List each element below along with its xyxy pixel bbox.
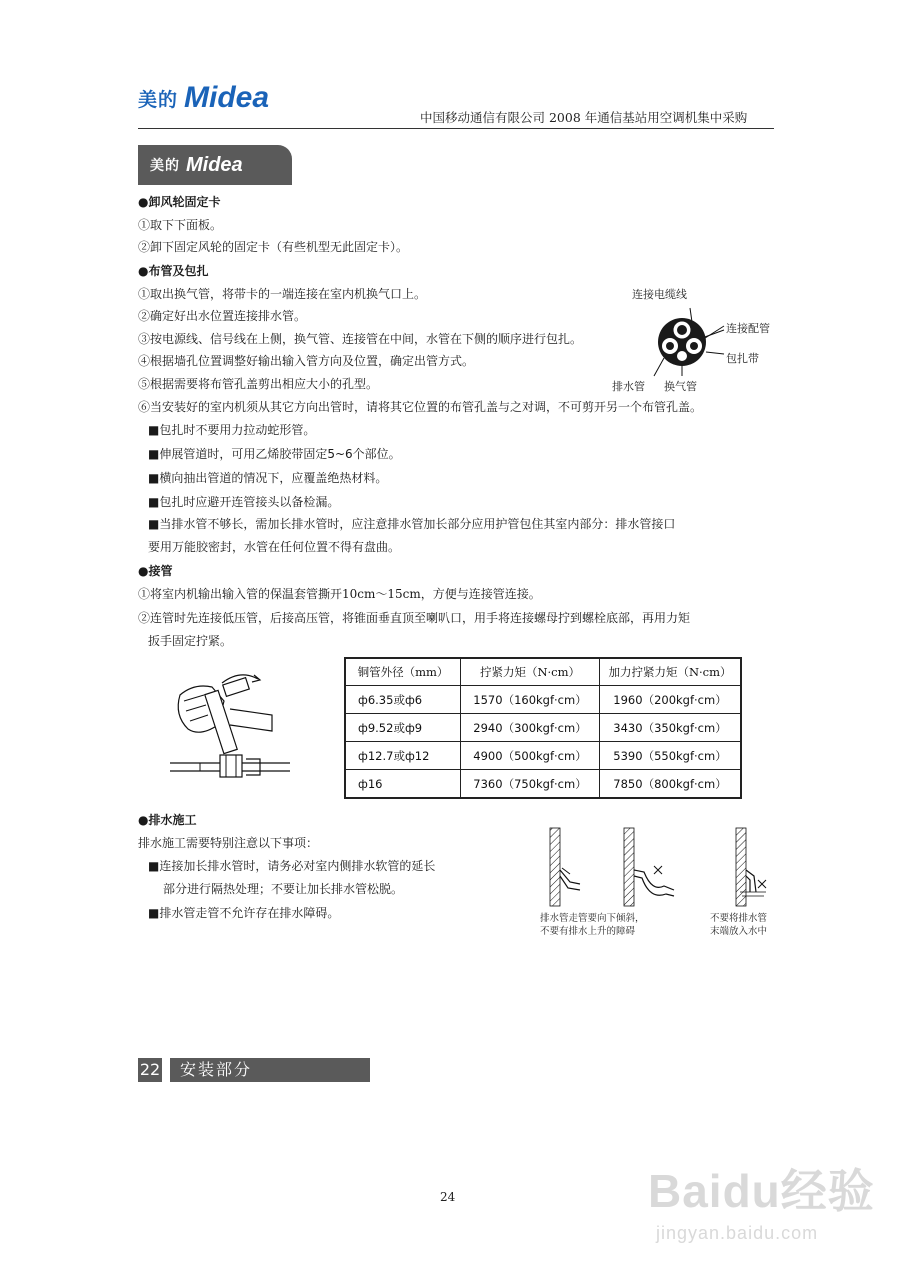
- table-cell: ф9.52或ф9: [345, 714, 461, 742]
- drainage-diagrams: [540, 826, 780, 910]
- drain-caption-left: [540, 912, 645, 938]
- brand-banner: [138, 145, 292, 185]
- step-text: ②确定好出水位置连接排水管。: [138, 309, 307, 323]
- watermark-title: Baidu经验: [648, 1165, 875, 1217]
- table-cell: 7360（750kgf·cm）: [461, 770, 600, 799]
- table-header-cell: 铜管外径（mm）: [345, 658, 461, 686]
- banner-logo-english: Midea: [186, 153, 243, 176]
- drain-caption-right: [710, 912, 767, 938]
- label-connection-cable: 连接电缆线: [632, 288, 687, 301]
- table-cell: 1960（200kgf·cm）: [600, 686, 742, 714]
- step-text: ①将室内机输出输入管的保温套管撕开10cm～15cm，方便与连接管连接。: [138, 587, 541, 601]
- note-text: ■横向抽出管道的情况下，应覆盖绝热材料。: [148, 471, 388, 485]
- table-cell: 5390（550kgf·cm）: [600, 742, 742, 770]
- drain-intro-text: 排水施工需要特别注意以下事项：: [138, 836, 319, 850]
- label-vent-pipe: 换气管: [664, 380, 697, 393]
- table-row: [345, 742, 741, 770]
- section-heading-piping: ●布管及包扎: [138, 264, 209, 278]
- header-divider: [138, 128, 774, 129]
- note-text: ■包扎时不要用力拉动蛇形管。: [148, 423, 316, 437]
- section-number-box: 22: [138, 1058, 162, 1082]
- section-heading-fan-clip: ●卸风轮固定卡: [138, 195, 221, 209]
- step-text: ⑥当安装好的室内机须从其它方向出管时，请将其它位置的布管孔盖与之对调，不可剪开另一个布管孔盖。: [138, 400, 703, 414]
- table-cell: 1570（160kgf·cm）: [461, 686, 600, 714]
- step-text: 扳手固定拧紧。: [148, 634, 233, 648]
- torque-table: [344, 657, 742, 799]
- drain-note-text: 部分进行隔热处理；不要让加长排水管松脱。: [163, 882, 404, 896]
- midea-logo: [138, 78, 269, 118]
- table-header-row: [345, 658, 741, 686]
- baidu-watermark: [648, 1155, 875, 1244]
- step-text: ②卸下固定风轮的固定卡（有些机型无此固定卡）。: [138, 240, 409, 254]
- step-text: ⑤根据需要将布管孔盖剪出相应大小的孔型。: [138, 377, 379, 391]
- pipe-bundle-diagram: [640, 300, 730, 380]
- label-connection-pipe: 连接配管: [726, 322, 770, 335]
- table-cell: ф6.35或ф6: [345, 686, 461, 714]
- label-wrap-tape: 包扎带: [726, 352, 759, 365]
- step-text: ①取下下面板。: [138, 218, 223, 232]
- banner-logo-chinese: 美的: [150, 158, 180, 174]
- logo-english: Midea: [184, 81, 270, 114]
- table-cell: ф12.7或ф12: [345, 742, 461, 770]
- wrench-illustration: [160, 665, 300, 780]
- label-drain-pipe: 排水管: [612, 380, 645, 393]
- watermark-url: jingyan.baidu.com: [656, 1223, 819, 1243]
- caption-line: 排水管走管要向下倾斜，: [540, 913, 645, 924]
- section-title-bar: 安装部分: [170, 1058, 370, 1082]
- note-text: ■包扎时应避开连管接头以备检漏。: [148, 495, 340, 509]
- table-cell: ф16: [345, 770, 461, 799]
- section-heading-connection: ●接管: [138, 564, 173, 578]
- drain-note-text: ■排水管走管不允许存在排水障碍。: [148, 906, 340, 920]
- table-header-cell: 拧紧力矩（N·cm）: [461, 658, 600, 686]
- note-text: 要用万能胶密封，水管在任何位置不得有盘曲。: [148, 540, 401, 554]
- section-heading-drainage: ●排水施工: [138, 813, 197, 827]
- table-cell: 4900（500kgf·cm）: [461, 742, 600, 770]
- caption-line: 末端放入水中: [710, 926, 768, 937]
- table-header-cell: 加力拧紧力矩（N·cm）: [600, 658, 742, 686]
- caption-line: 不要有排水上升的障碍: [540, 926, 636, 937]
- table-cell: 3430（350kgf·cm）: [600, 714, 742, 742]
- caption-line: 不要将排水管: [710, 913, 768, 924]
- table-row: [345, 714, 741, 742]
- step-text: ①取出换气管，将带卡的一端连接在室内机换气口上。: [138, 287, 427, 301]
- note-text: ■当排水管不够长，需加长排水管时，应注意排水管加长部分应用护管包住其室内部分：排水管接口: [148, 517, 676, 531]
- step-text: ②连管时先连接低压管，后接高压管，将锥面垂直顶至喇叭口，用手将连接螺母拧到螺栓底部，再用力矩: [138, 611, 691, 625]
- document-title: 中国移动通信有限公司 2008 年通信基站用空调机集中采购: [420, 110, 748, 125]
- drain-note-text: ■连接加长排水管时，请务必对室内侧排水软管的延长: [148, 859, 436, 873]
- page-number: 24: [440, 1190, 456, 1204]
- step-text: ③按电源线、信号线在上侧，换气管、连接管在中间，水管在下侧的顺序进行包扎。: [138, 332, 583, 346]
- table-row: [345, 686, 741, 714]
- logo-chinese: 美的: [138, 88, 179, 111]
- note-text: ■伸展管道时，可用乙烯胶带固定5~6个部位。: [148, 447, 401, 461]
- step-text: ④根据墙孔位置调整好输出输入管方向及位置，确定出管方式。: [138, 354, 475, 368]
- table-cell: 7850（800kgf·cm）: [600, 770, 742, 799]
- table-row: [345, 770, 741, 799]
- table-cell: 2940（300kgf·cm）: [461, 714, 600, 742]
